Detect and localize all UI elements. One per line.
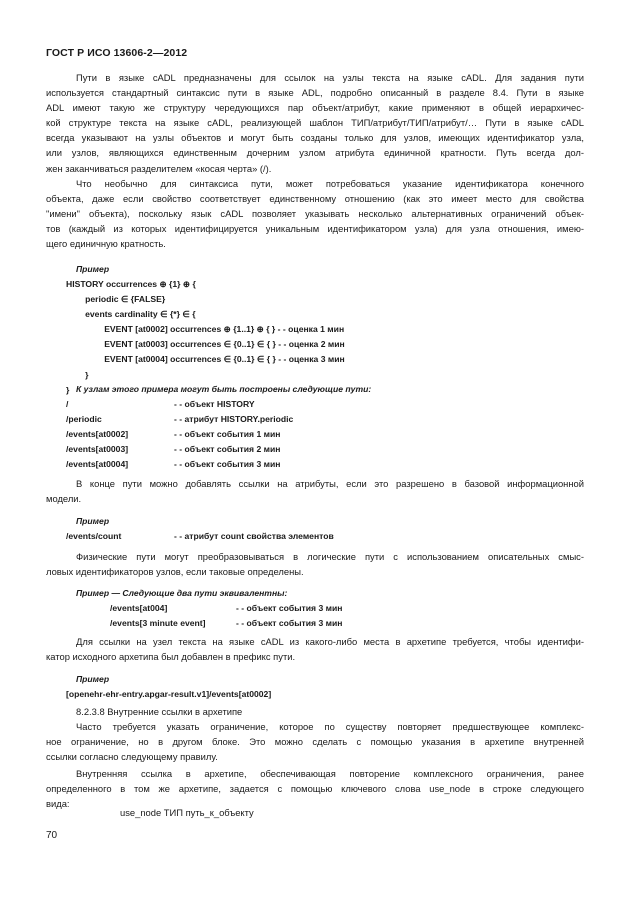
- path-value: /events[at0003]: [66, 444, 129, 454]
- path-description: - - объект события 3 мин: [236, 603, 343, 613]
- path-description: - - объект HISTORY: [174, 399, 255, 409]
- page-number: 70: [46, 830, 58, 841]
- code-line: HISTORY occurrences ⊕ {1} ⊕ {: [66, 279, 196, 289]
- example-label: Пример: [76, 674, 110, 684]
- code-line: EVENT [at0002] occurrences ⊕ {1..1} ⊕ { } - - оценка 1 мин: [66, 324, 345, 335]
- code-line: EVENT [at0003] occurrences ∈ {0..1} ∈ { } - - оценка 2 мин: [66, 339, 345, 350]
- path-value: /events/count: [66, 531, 122, 541]
- text-line: тов (каждый из которых идентифицируется уникальным идентификатором узла) для узла отношения, имею-: [46, 223, 584, 235]
- text-line: щего единичную кратность.: [46, 238, 166, 250]
- example-label: Пример — Следующие два пути эквивалентны:: [76, 588, 288, 598]
- path-description: - - атрибут count свойства элементов: [174, 531, 334, 541]
- text-line: объекта, даже если свойство соответствует единственному отношению (как это имеет место для свойства: [46, 193, 584, 205]
- code-line: events cardinality ∈ {*} ∈ {: [66, 309, 196, 320]
- text-line: модели.: [46, 493, 82, 505]
- text-line: или узлов, являющихся единственным дочерним узлом атрибута единичной кратности. Путь всегда дол-: [46, 147, 584, 159]
- paragraph-logical-paths: [46, 549, 584, 579]
- path-row: [110, 601, 342, 616]
- text-line: Что необычно для синтаксиса пути, может потребоваться указание идентификатора конечного: [76, 178, 584, 189]
- path-value: /events[at0002]: [66, 429, 129, 439]
- code-line: }: [66, 369, 89, 380]
- text-line: катор исходного архетипа был добавлен в префикс пути.: [46, 651, 296, 663]
- path-value: /periodic: [66, 414, 102, 424]
- text-line: Для ссылки на узел текста на языке cADL из какого-либо места в архетипе требуется, чтобы идентифи-: [76, 636, 584, 647]
- text-line: вида:: [46, 798, 70, 810]
- path-value: /events[at004]: [110, 603, 168, 613]
- paragraph-internal-refs: [46, 719, 584, 764]
- text-line: Пути в языке cADL предназначены для ссылок на узлы текста на языке cADL. Для задания пути: [76, 72, 584, 83]
- path-row: [66, 442, 280, 457]
- text-line: В конце пути можно добавлять ссылки на атрибуты, если это разрешено в базовой информационной: [76, 478, 584, 489]
- text-line: Внутренняя ссылка в архетипе, обеспечивающая повторение комплексного ограничения, ранее: [76, 768, 584, 779]
- code-block-history: [66, 277, 345, 398]
- path-row: [66, 529, 334, 544]
- syntax-rule: [120, 805, 420, 820]
- paragraph-target-identifier: [46, 176, 584, 251]
- path-value: /events[at0004]: [66, 459, 129, 469]
- path-row: [110, 616, 342, 631]
- syntax-line: use_node ТИП путь_к_объекту: [120, 807, 254, 818]
- text-line: ссылки согласно следующему правилу.: [46, 751, 218, 763]
- path-description: - - объект события 2 мин: [174, 444, 281, 454]
- text-line: определенного в том же архетипе, задается с помощью ключевого слова use_node в строке следующего: [46, 783, 584, 795]
- path-description: - - объект события 3 мин: [174, 459, 281, 469]
- text-line: ADL имеют такую же структуру чередующихся пар объект/атрибут, какие применяют в общей иерархичес-: [46, 102, 584, 114]
- text-line: кой структуре текста на языке cADL, реализующей шаблон ТИП/атрибут/ТИП/атрибут/… Пути в языке cADL: [46, 117, 584, 129]
- text-line: всегда указывают на узлы объектов и могут быть созданы только для узлов, имеющих идентификатор узла,: [46, 132, 584, 144]
- text-line: Физические пути могут преобразовываться в логические пути с использованием описательных смыс-: [76, 551, 584, 562]
- text-line: жен заканчиваться разделителем «косая черта» (/).: [46, 162, 272, 174]
- path-row: [66, 397, 255, 412]
- paragraph-archetype-prefix: [46, 634, 584, 664]
- page-header: ГОСТ Р ИСО 13606-2—2012: [46, 47, 188, 59]
- code-line: }: [66, 384, 70, 395]
- path-value: /: [66, 399, 69, 409]
- text-line: ное ограничение, но в другом блоке. Это можно сделать с помощью указания в архетипе внутренней: [46, 736, 584, 748]
- text-line: "имени" объекта), поскольку язык cADL позволяет указывать несколько альтернативных ограничений объек-: [46, 208, 584, 220]
- text-line: ловых идентификаторов узлов, если таковые определены.: [46, 566, 304, 578]
- paths-caption: К узлам этого примера могут быть построены следующие пути:: [76, 384, 372, 394]
- path-description: - - объект события 3 мин: [236, 618, 343, 628]
- section-heading: [46, 704, 584, 719]
- path-description: - - атрибут HISTORY.periodic: [174, 414, 294, 424]
- text-line: используется стандартный синтаксис пути в языке ADL, подробно описанный в разделе 8.4. Пути в языке: [46, 87, 584, 99]
- section-title: 8.2.3.8 Внутренние ссылки в архетипе: [76, 706, 243, 717]
- example-label: Пример: [76, 264, 110, 274]
- path-row: [66, 427, 280, 442]
- path-description: - - объект события 1 мин: [174, 429, 281, 439]
- paragraph-attribute-refs: [46, 476, 584, 506]
- paragraph-paths-intro: [46, 70, 584, 176]
- code-line: EVENT [at0004] occurrences ∈ {0..1} ∈ { } - - оценка 3 мин: [66, 354, 345, 365]
- code-line: periodic ∈ {FALSE}: [66, 294, 166, 305]
- text-line: Часто требуется указать ограничение, которое по существу повторяет предшествующее комплекс-: [76, 721, 584, 732]
- example-label: Пример: [76, 516, 110, 526]
- path-value: /events[3 minute event]: [110, 618, 206, 628]
- path-row: [66, 412, 293, 427]
- path-row: [66, 457, 280, 472]
- code-archetype-path: [openehr-ehr-entry.apgar-result.v1]/events[at0002]: [66, 689, 272, 699]
